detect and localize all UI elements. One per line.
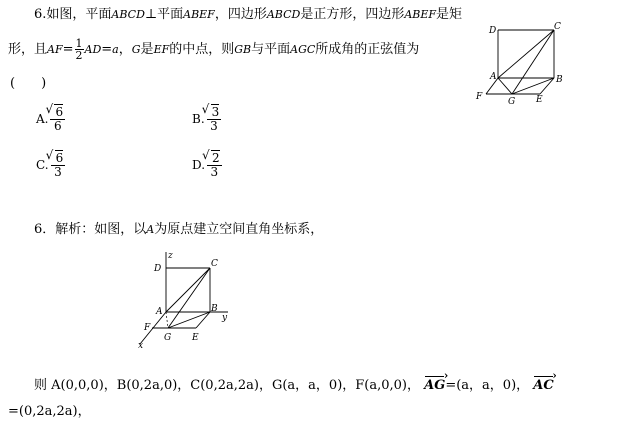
figure-1-diagram [472,22,564,106]
var: ABEF [404,8,437,21]
vector-ag-value: =(a，a，0)， [445,378,530,393]
sqrt-value: √ 6 [54,104,63,119]
label-e: E [192,333,199,343]
label-b: B [556,75,563,85]
label-d: D [489,26,497,36]
option-fraction [51,152,66,179]
label-f: F [476,92,483,102]
vector-ag: AG › [424,378,445,394]
var: AF [47,43,63,56]
denominator: 2 [75,49,83,62]
fraction [75,38,84,61]
sqrt-value: √ 2 [211,150,220,165]
text: 6．解析：如图，以 [34,222,147,237]
figure-2-diagram [138,250,238,348]
label-x: x [138,341,144,348]
var: GB [234,43,252,56]
option-fraction [50,106,65,133]
solution-coords-line [34,378,554,394]
label-d: D [154,264,162,274]
text: 如图，平面 [46,7,112,22]
option-letter: D. [192,158,206,172]
label-f: F [144,323,151,333]
label-c: C [211,259,218,269]
text: ， [118,42,132,57]
label-a: A [490,72,497,82]
var: ABCD [111,8,145,21]
numerator [207,152,222,166]
text: 与平面 [251,42,291,57]
question-number: 6. [34,7,47,22]
solution-heading [34,222,323,238]
var: EF [153,43,170,56]
question-line-2 [8,38,419,61]
label-z: z [168,251,173,261]
denominator: 3 [210,165,219,179]
text: = [101,42,113,57]
question-line-1 [34,7,462,23]
answer-paren: ( ) [10,76,47,91]
numerator: 1 [75,37,83,50]
text: = [62,42,74,57]
text: 的中点，则 [169,42,235,57]
text: ⊥平面 [144,7,184,22]
var: G [131,43,141,56]
vector-ac: AC › [533,378,553,394]
var: AD [84,43,102,56]
label-g: G [164,333,172,343]
option-d[interactable] [192,152,222,179]
text: 是矩 [436,7,463,22]
option-b[interactable] [192,106,221,133]
text: 则 [34,378,48,393]
label-b: B [211,304,218,314]
option-fraction [207,106,222,133]
numerator [50,106,65,120]
label-g: G [508,97,516,106]
denominator: 3 [210,119,218,133]
sqrt-value: √ 6 [55,150,64,165]
numerator [207,106,222,120]
var: a [112,43,119,56]
text: ，四边形 [214,7,267,22]
text: 所成角的正弦值为 [315,42,420,57]
var: AGC [290,43,316,56]
label-e: E [536,95,543,105]
text: 是正方形，四边形 [300,7,405,22]
coordinates: A(0,0,0)，B(0,2a,0)，C(0,2a,2a)，G(a，a，0)，F(a,0,0)， [51,378,420,393]
denominator: 6 [53,119,62,133]
var: ABEF [183,8,215,21]
option-letter: C. [36,158,49,172]
option-letter: B. [192,112,205,126]
option-letter: A. [36,112,49,126]
label-c: C [554,22,561,32]
solution-line-2: =(0,2a,2a)， [8,404,91,419]
label-a: A [156,307,163,317]
label-y: y [222,313,228,323]
text: 为原点建立空间直角坐标系， [154,222,324,237]
text: 形，且 [8,42,48,57]
var: ABCD [266,8,301,21]
option-c[interactable] [36,152,65,179]
option-a[interactable] [36,106,65,133]
numerator [51,152,66,166]
sqrt-value: √ 3 [211,104,220,119]
denominator: 3 [54,165,62,179]
option-fraction [207,152,222,179]
text: 是 [140,42,154,57]
var: A [146,223,155,236]
